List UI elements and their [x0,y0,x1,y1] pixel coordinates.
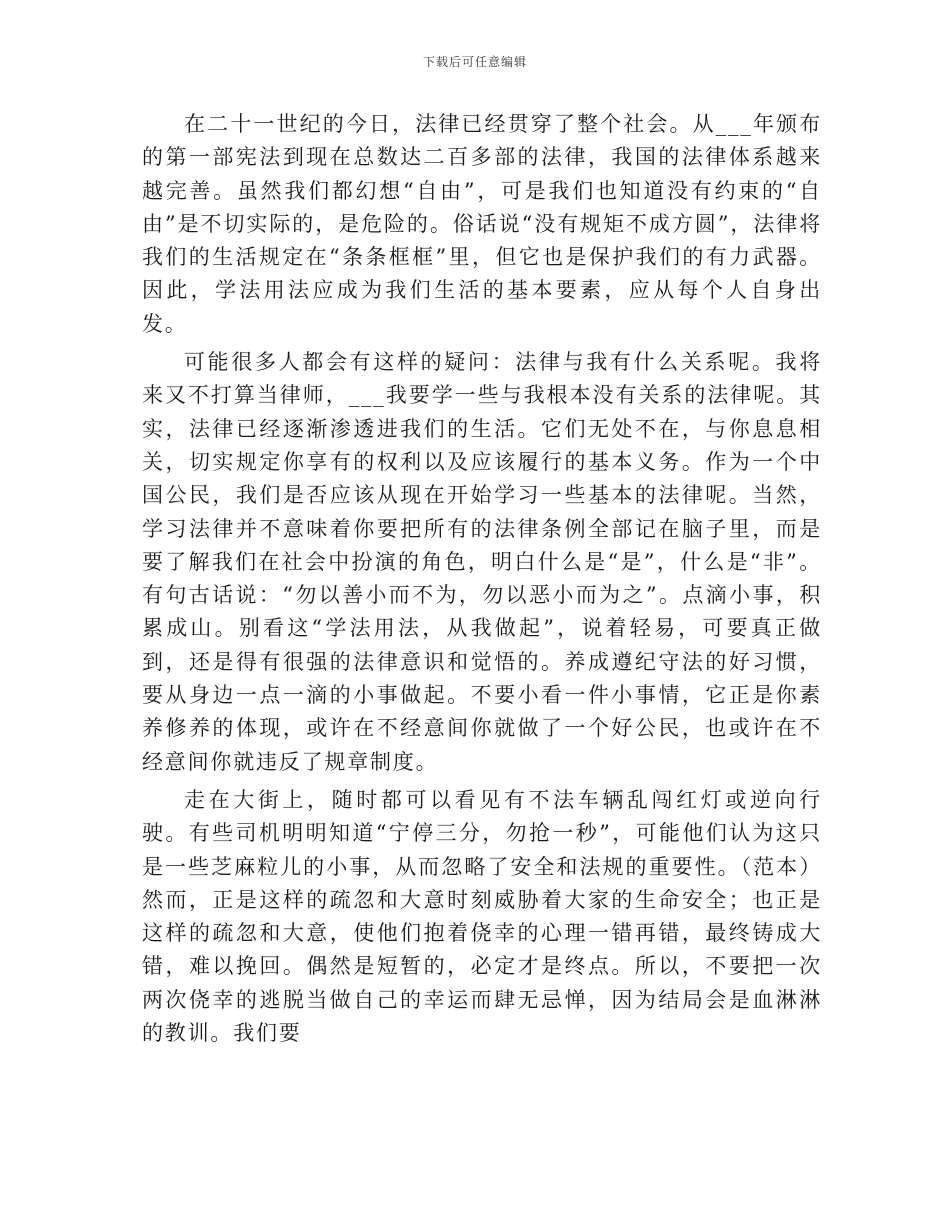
paragraph-3: 走在大街上，随时都可以看见有不法车辆乱闯红灯或逆向行驶。有些司机明明知道“宁停三分，勿抢一秒”，可能他们认为这只是一些芝麻粒儿的小事，从而忽略了安全和法规的重要性。（范本）然而，正是这样的疏忽和大意时刻威胁着大家的生命安全；也正是这样的疏忽和大意，使他们抱着侥幸的心理一错再错，最终铸成大错，难以挽回。偶然是短暂的，必定才是终点。所以，不要把一次两次侥幸的逃脱当做自己的幸运而肆无忌惮，因为结局会是血淋淋的教训。我们要 [142,787,822,1046]
document-body [142,108,822,1050]
paragraph-2: 可能很多人都会有这样的疑问：法律与我有什么关系呢。我将来又不打算当律师，___我要学一些与我根本没有关系的法律呢。其实，法律已经逐渐渗透进我们的生活。它们无处不在，与你息息相关，切实规定你享有的权利以及应该履行的基本义务。作为一个中国公民，我们是否应该从现在开始学习一些基本的法律呢。当然，学习法律并不意味着你要把所有的法律条例全部记在脑子里，而是要了解我们在社会中扮演的角色，明白什么是“是”，什么是“非”。有句古话说：“勿以善小而不为，勿以恶小而为之”。点滴小事，积累成山。别看这“学法用法，从我做起”，说着轻易，可要真正做到，还是得有很强的法律意识和觉悟的。养成遵纪守法的好习惯，要从身边一点一滴的小事做起。不要小看一件小事情，它正是你素养修养的体现，或许在不经意间你就做了一个好公民，也或许在不经意间你就违反了规章制度。 [142,350,822,774]
page-header: 下载后可任意编辑 [422,55,527,69]
paragraph-1: 在二十一世纪的今日，法律已经贯穿了整个社会。从___年颁布的第一部宪法到现在总数达二百多部的法律，我国的法律体系越来越完善。虽然我们都幻想“自由”，可是我们也知道没有约束的“自由”是不切实际的，是危险的。俗话说“没有规矩不成方圆”，法律将我们的生活规定在“条条框框”里，但它也是保护我们的有力武器。因此，学法用法应成为我们生活的基本要素，应从每个人自身出发。 [142,112,822,336]
